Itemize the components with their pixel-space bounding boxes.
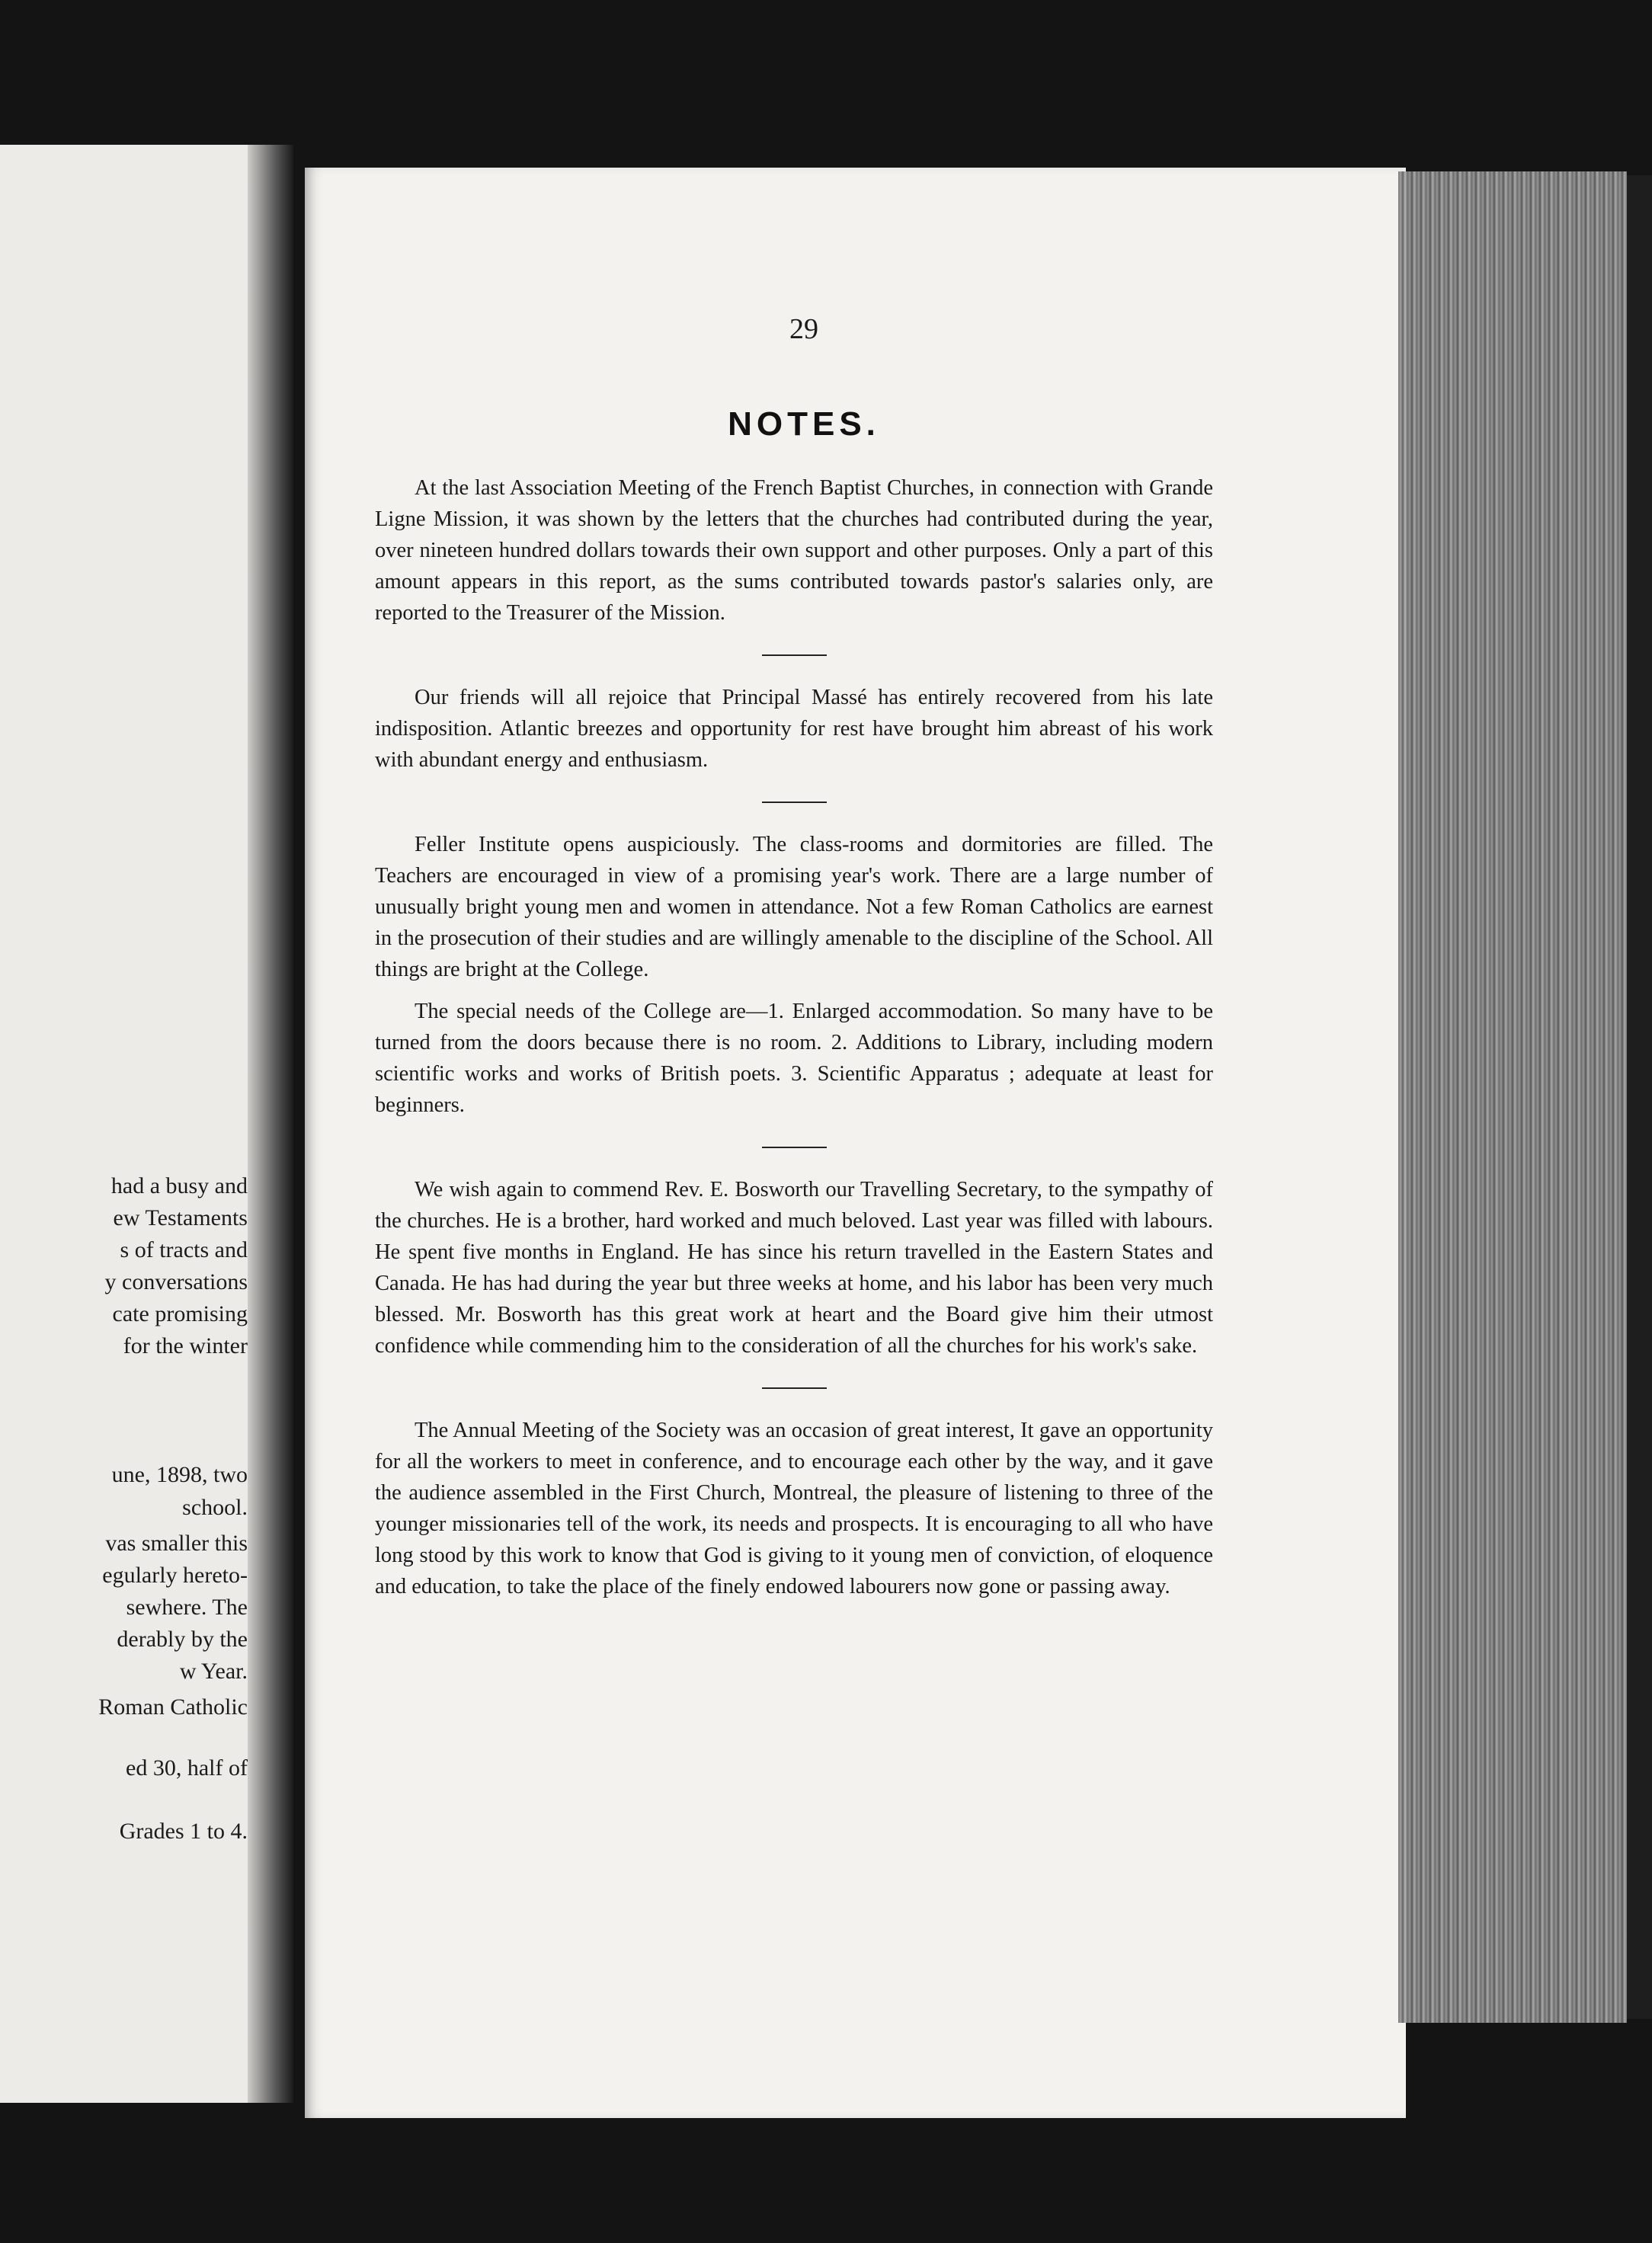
left-page-line: sewhere. The — [126, 1595, 248, 1620]
page-29 — [305, 168, 1406, 2118]
left-page-line: Grades 1 to 4. — [119, 1819, 248, 1844]
left-page-line: school. — [182, 1495, 248, 1520]
note-paragraph: At the last Association Meeting of the French Baptist Churches, in connection with Grande Ligne Mission, it was shown by the letters that the churches had contributed during the year, over nineteen hundred dollars towards their own support and other purposes. Only a part of this amount appears in this report, as the sums contributed towards pastor's salaries only, are reported to the Treasurer of the Mission. — [375, 476, 1213, 625]
left-page-line: s of tracts and — [120, 1237, 248, 1262]
note-paragraph: The special needs of the College are—1. Enlarged accommodation. So many have to be turned from the doors because there is no room. 2. Additions to Library, including modern scientific works and works of British poets. 3. Scientific Apparatus ; adequate at least for beginners. — [375, 1000, 1213, 1117]
left-page-line: ew Testaments — [113, 1205, 248, 1230]
notes-body — [375, 472, 1213, 1602]
note-paragraph: Feller Institute opens auspiciously. The class-rooms and dormitories are filled. The Teachers are encouraged in view of a promising year's work. There are a large number of unusually bright young men and women in attendance. Not a few Roman Catholics are earnest in the prosecution of their studies and are willingly amenable to the discipline of the School. All things are bright at the College. — [375, 833, 1213, 981]
left-page-line: cate promising — [112, 1301, 248, 1326]
left-page-line: une, 1898, two — [111, 1462, 248, 1487]
left-page-line: w Year. — [179, 1659, 248, 1684]
left-page-line: ed 30, half of — [126, 1755, 248, 1781]
note-paragraph: Our friends will all rejoice that Principal Massé has entirely recovered from his late indisposition. Atlantic breezes and opportunity for rest have brought him abreast of his work with abundant energy and enthusiasm. — [375, 686, 1213, 772]
page-edge-shadow — [1627, 175, 1652, 2019]
page-number: 29 — [789, 313, 818, 345]
left-page-line: for the winter — [123, 1333, 248, 1358]
left-page-line: y conversations — [104, 1269, 248, 1294]
section-divider — [762, 1147, 827, 1148]
facing-page-left — [0, 145, 248, 2103]
section-divider — [762, 802, 827, 803]
note-paragraph: We wish again to commend Rev. E. Bosworth our Travelling Secretary, to the sympathy of the churches. He is a brother, hard worked and much beloved. Last year was filled with labours. He spent five months in England. He has since his return travelled in the Eastern States and Canada. He has had during the year but three weeks at home, and his labor has been very much blessed. Mr. Bosworth has this great work at heart and the Board give him their utmost confidence while commending him to the consideration of all the churches for his work's sake. — [375, 1178, 1213, 1358]
note-paragraph: The Annual Meeting of the Society was an occasion of great interest, It gave an opportunity for all the workers to meet in conference, and to encourage each other by the way, and it gave the audience assembled in the First Church, Montreal, the pleasure of listening to three of the younger missionaries tell of the work, its needs and prospects. It is encouraging to all who have long stood by this work to know that God is giving to it young men of conviction, of eloquence and education, to take the place of the finely endowed labourers now gone or passing away. — [375, 1419, 1213, 1598]
page-block-edges — [1398, 171, 1627, 2023]
left-page-line: vas smaller this — [105, 1531, 248, 1556]
section-divider — [762, 1387, 827, 1389]
page-title: NOTES. — [728, 405, 880, 443]
left-page-line: had a busy and — [110, 1173, 248, 1198]
left-page-line: Roman Catholic — [98, 1694, 248, 1720]
left-page-line: derably by the — [117, 1627, 248, 1652]
book-gutter — [248, 145, 293, 2103]
section-divider — [762, 654, 827, 656]
left-page-line: egularly hereto- — [102, 1563, 248, 1588]
